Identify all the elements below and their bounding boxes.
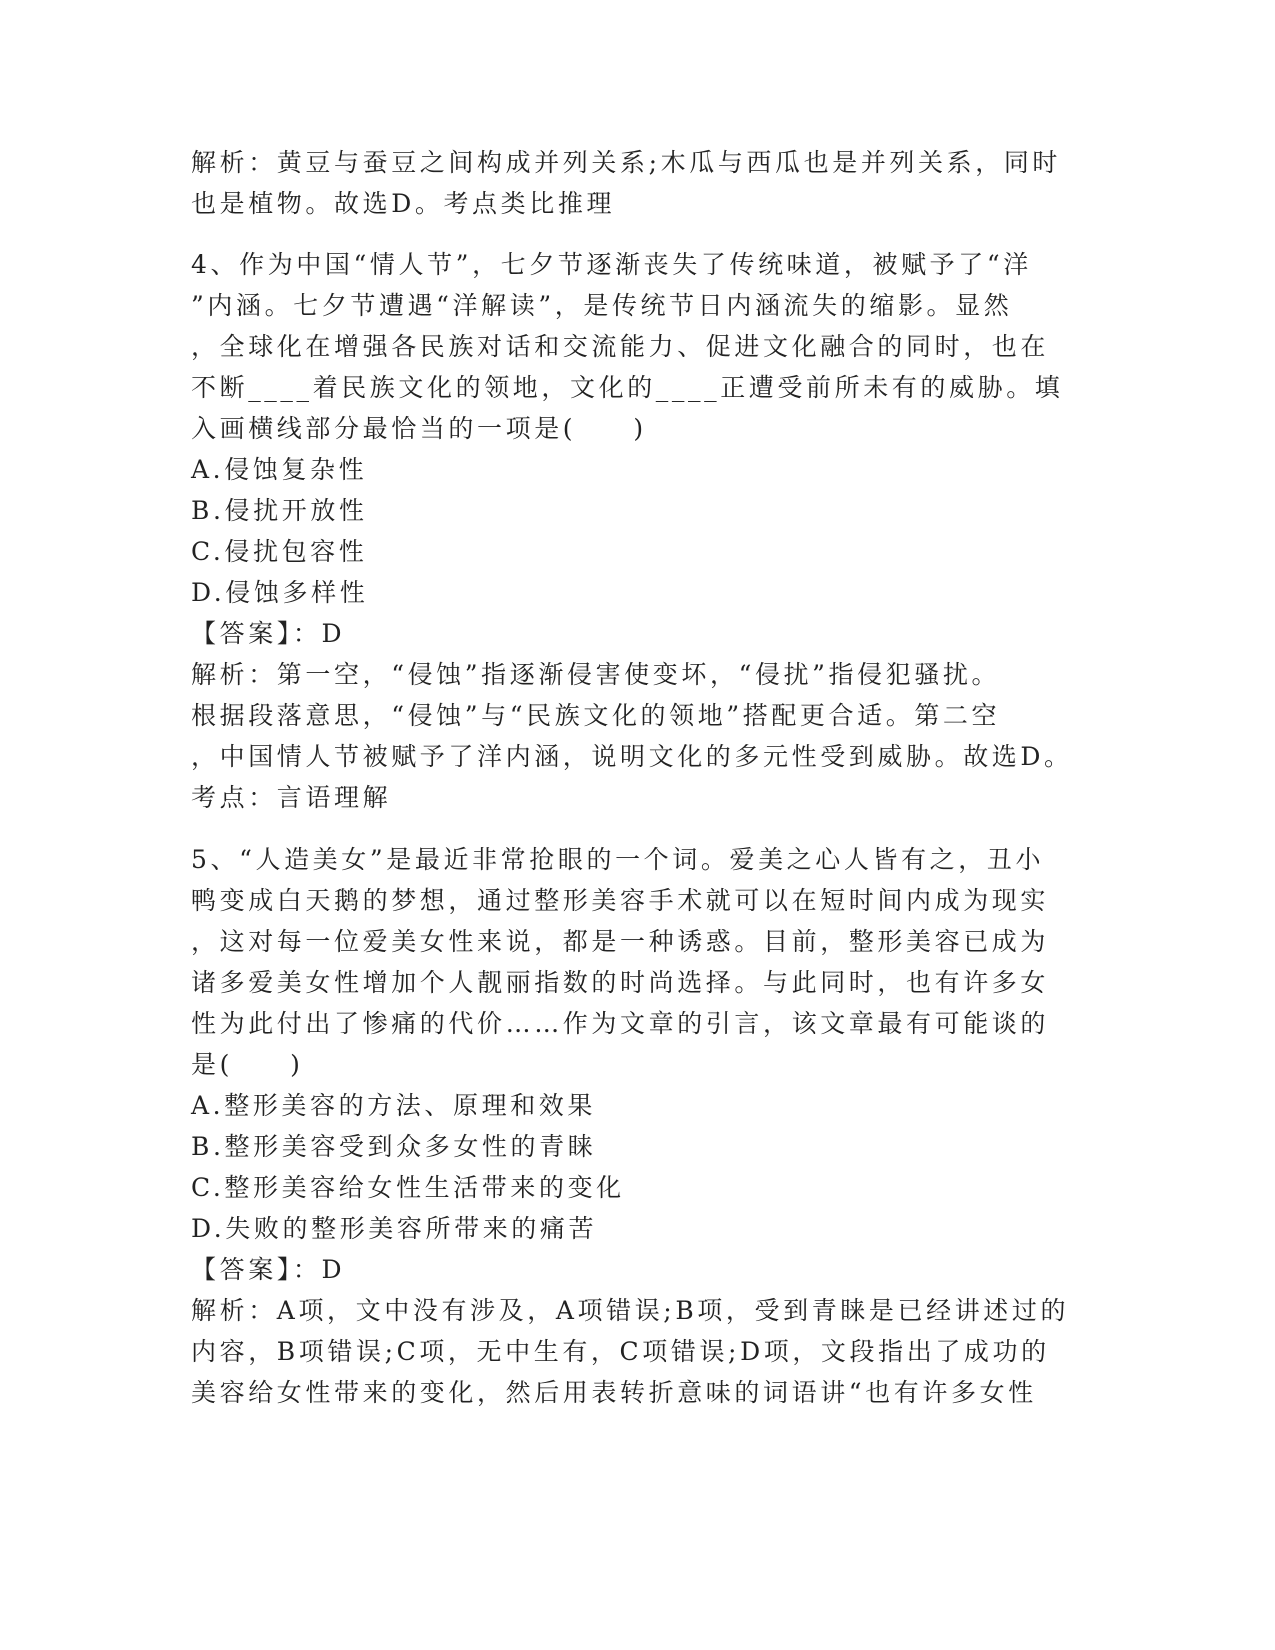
- q5-stem-line-4: 诸多爱美女性增加个人靓丽指数的时尚选择。与此同时，也有许多女: [191, 968, 1050, 997]
- q5-option-d: D.失败的整形美容所带来的痛苦: [191, 1214, 598, 1243]
- q4-option-a: A.侵蚀复杂性: [191, 455, 368, 484]
- q4-option-c: C.侵扰包容性: [191, 537, 368, 566]
- q4-option-b: B.侵扰开放性: [191, 496, 368, 525]
- q4-analysis-line-1: 解析：第一空，“侵蚀”指逐渐侵害使变坏，“侵扰”指侵犯骚扰。: [191, 660, 1001, 689]
- q5-answer: 【答案】：D: [191, 1255, 346, 1284]
- q4-answer: 【答案】：D: [191, 619, 346, 648]
- q4-stem-line-3: ，全球化在增强各民族对话和交流能力、促进文化融合的同时，也在: [191, 332, 1050, 361]
- q4-stem-line-5: 入画横线部分最恰当的一项是( ): [191, 414, 647, 443]
- q5-analysis-line-3: 美容给女性带来的变化，然后用表转折意味的词语讲“也有许多女性: [191, 1378, 1037, 1407]
- q4-analysis-line-2: 根据段落意思，“侵蚀”与“民族文化的领地”搭配更合适。第二空: [191, 701, 1001, 730]
- q5-stem-line-2: 鸭变成白天鹅的梦想，通过整形美容手术就可以在短时间内成为现实: [191, 886, 1050, 915]
- q4-analysis-line-3: ，中国情人节被赋予了洋内涵，说明文化的多元性受到威胁。故选D。: [191, 742, 1073, 771]
- q5-option-c: C.整形美容给女性生活带来的变化: [191, 1173, 625, 1202]
- q4-stem-line-4: 不断____着民族文化的领地，文化的____正遭受前所未有的威胁。填: [191, 373, 1064, 402]
- q4-stem-line-1: 4、作为中国“情人节”，七夕节逐渐丧失了传统味道，被赋予了“洋: [191, 250, 1032, 279]
- q5-stem-line-3: ，这对每一位爱美女性来说，都是一种诱惑。目前，整形美容已成为: [191, 927, 1050, 956]
- q5-analysis-line-1: 解析：A项，文中没有涉及，A项错误;B项，受到青睐是已经讲述过的: [191, 1296, 1070, 1325]
- q4-analysis-line-4: 考点：言语理解: [191, 783, 392, 812]
- q3-analysis-line-2: 也是植物。故选D。考点类比推理: [191, 189, 616, 218]
- q5-stem-line-6: 是( ): [191, 1050, 304, 1079]
- q4-stem-line-2: ”内涵。七夕节遭遇“洋解读”，是传统节日内涵流失的缩影。显然: [191, 291, 1013, 320]
- q3-analysis-line-1: 解析：黄豆与蚕豆之间构成并列关系;木瓜与西瓜也是并列关系，同时: [191, 148, 1062, 177]
- q5-analysis-line-2: 内容，B项错误;C项，无中生有，C项错误;D项，文段指出了成功的: [191, 1337, 1050, 1366]
- q5-stem-line-1: 5、“人造美女”是最近非常抢眼的一个词。爱美之心人皆有之，丑小: [191, 845, 1045, 874]
- q5-stem-line-5: 性为此付出了惨痛的代价……作为文章的引言，该文章最有可能谈的: [191, 1009, 1050, 1038]
- q5-option-b: B.整形美容受到众多女性的青睐: [191, 1132, 597, 1161]
- q4-option-d: D.侵蚀多样性: [191, 578, 369, 607]
- q5-option-a: A.整形美容的方法、原理和效果: [191, 1091, 597, 1120]
